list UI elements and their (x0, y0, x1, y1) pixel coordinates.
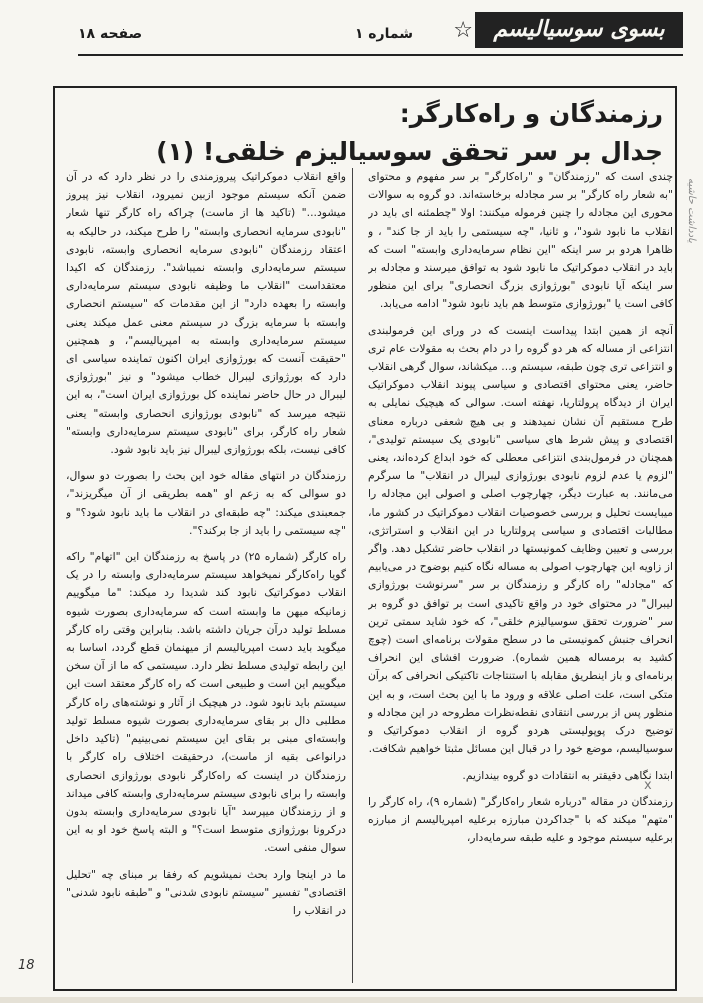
issue-number: شماره ۱ (354, 26, 413, 42)
paragraph: راه کارگر (شماره ۲۵) در پاسخ به رزمندگان این "اتهام" راکه گویا راه‌کارگر نمیخواهد سیستم سرمایه‌داری وابسته را در یک انقلاب دموکراتیک نابود کند شدیدا رد میکند: "ما میگوییم زمانیکه میهن ما وابسته است که سرمایه‌داری بصورت شیوه مسلط تولید درآن جریان داشته باشد. بنابراین وقتی راه کارگر میگوید باید دست امپریالیسم از میهنمان قطع گردد، اساسا به این رابطه تولیدی مسلط نظر دارد. سیستمی که ما از آن سخن میگوییم این است و طبیعی است که راه کارگر معتقد است این سیستم باید نابود شود. در هیچیک از آثار و نوشته‌های راه کارگر مطلبی دال بر بقای سرمایه‌داری بصورت شیوه مسلط تولید وابسته‌ای مبنی بر بقای این سیستم نمی‌بینیم" (تاکید داخل درانواعی بقیه از ماست)، درحقیقت اختلاف راه کارگر با رزمندگان در اینست که راه‌کارگر نابودی بورژوازی انحصاری وابسته را برای نابودی سیستم سرمایه‌داری وابسته کافی میداند و از رزمندگان میپرسد "آیا نابودی سرمایه‌داری وابسته بدون درکرونا بورژوازی متوسط است؟" و البته پاسخ خود او به این سوال منفی است. (66, 550, 346, 855)
paragraph: رزمندگان در انتهای مقاله خود این بحث را بصورت دو سوال، دو سوالی که به زعم او "همه بطریقی از آن میگریزند"، جمعبندی میکند: "چه طبقه‌ای در انقلاب ما باید نابود شود؟" و "چه سیستمی را باید از جا برکند؟". (66, 469, 346, 537)
paragraph: آنچه از همین ابتدا پیداست اینست که در ورای این فرمولبندی انتزاعی از مساله که هر دو گروه را در دام بحث به مقولات عام تری و انتزاعی تری چون طبقه، سیستم و... میکشاند، سوال گرهی انقلاب حاضر، یعنی محتوای اقتصادی و سیاسی پیوند انقلاب دموکراتیک ایران از دیدگاه پرولتاریا، نهفته است. سوالی که هیچیک نمایلی به طرح مستقیم آن نشان نمیدهند و بی هیچ شعفی درباره معنای اقتصادی و پیش شرط های سیاسی "نابودی یک سیستم تولیدی"، همچنان در فرمول‌بندی انتزاعی معطلی که خود ابداع کرده‌اند، یعنی "لزوم یا عدم لزوم نابودی بورژوازی لیبرال در انقلاب" ما سرگرم می‌مانند. به عبارت دیگر، چهارچوب اصلی و اصولی این مجادله را میبایست تحلیل و بررسی خصوصیات انقلاب دموکراتیک در کشور ما، مطالبات اقتصادی و سیاسی پرولتاریا در این انقلاب و استراتژی، بررسی و تعیین وظایف کمونیستها در انقلاب حاضر تشکیل دهد. واگر از زاویه این چهارچوب اصولی به مساله نگاه کنیم بوضوح در می‌یابیم که "مجادله" راه کارگر و رزمندگان بر سر "سرنوشت بورژوازی لیبرال" در محتوای خود در واقع تاکیدی است بر توافق دو گروه بر سر "ضرورت تحقق سوسیالیزم خلقی"، که خود شاید سمتی ترین انحراف جنبش کمونیستی ما در سطح مقولات برنامه‌ای است (چوچ کشید به برمساله همین شماره). ضرورت افشای این انحراف برنامه‌ای و باز اینطریق مقابله با استنتاجات تاکتیکی انحرافی که برآن متکی است، علت اصلی علاقه و ورود ما با این بحث است، و به این منظور پس از بررسی انتقادی نقطه‌نظرات مطروحه در این مجادله و توضیح درک پوپولیستی هردو گروه از انقلاب دموکراتیک و سوسیالیسم، موضع خود را در قبال این مسائل مثبتا خواهیم شکافت. (368, 323, 673, 756)
paragraph: واقع انقلاب دموکراتیک پیروزمندی را در نظر دارد که در آن ضمن آنکه سیستم موجود ازبین نمیرود، انقلاب نیز پیروز میشود..." (تاکید ها از ماست) چراکه راه کارگر تنها شعار "نابودی سرمایه انحصاری وابسته" را طرح میکند، در حالیکه به اعتقاد رزمندگان "نابودی سرمایه انحصاری وابسته، نابودی سیستم سرمایه‌داری وابسته نمیباشد". رزمندگان که اکیدا معتقداست "انقلاب ما وظیفه نابودی سیستم سرمایه‌داری وابسته را بعهده دارد" از این مقدمات که "سیستم انحصاری وابسته با سرمایه بزرگ در سیستم معنی عمل میکند یعنی سیستم سرمایه‌داری وابسته به امپریالیسم"، و همچنین "حقیقت آنست که بورژوازی ایران اکنون تماینده سیاسی ای دارد که بورژوازی لیبرال خطاب میشود" و نیز "بورژوازی لیبرال در حال حاضر نماینده کل بورژوازی ایران است"، به این نتیجه میرسد که "نابودی بورژوازی انحصاری وابسته" یعنی شعار راه کارگر، برای "نابودی سیستم سرمایه‌داری وابسته" کافی نیست، بلکه بورژوازی لیبرال نیز باید نابود شود. (66, 170, 346, 457)
paragraph: ما در اینجا وارد بحث نمیشویم که رفقا بر مبنای چه "تحلیل اقتصادی" تفسیر "سیستم نابودی شدنی" و "طبقه نابود شدنی" در انقلاب را (66, 867, 346, 917)
pencil-x-mark: x (644, 778, 652, 793)
handwritten-page-mark: 18 (18, 958, 35, 973)
column-left (66, 168, 346, 985)
page-number: صفحه ۱۸ (78, 26, 143, 42)
paragraph: چندی است که "رزمندگان" و "راه‌کارگر" بر سر مفهوم و محتوای "به شعار راه کارگر" بر سر مجادله برخاسته‌اند. دو گروه به سوالات محوری این مجادله را چنین فرموله میکنند: اولا "چطمئنه ای باید در انقلاب ما نابود شود"، و ثانیا، "چه سیستمی را باید از جا کند" ، و ظاهرا هردو بر سر اینکه "این نظام سرمایه‌داری وابسته" است که باید در انقلاب دموکراتیک ما نابود شود به توافق میرسند و مجادله بر سر اینکه آیا نابودی "بورژوازی بزرگ انحصاری" برای این منظور کافی است یا "بورژوازی متوسط هم باید نابود شود" ادامه می‌یابد. (368, 170, 673, 311)
publication-title: بسوی سوسیالیسم (475, 12, 683, 48)
paragraph: ابتدا نگاهی دقیقتر به انتقادات دو گروه بیندازیم. (462, 768, 673, 782)
scan-edge (0, 997, 703, 1003)
handwritten-margin-note: یادداشت حاشیه (686, 178, 697, 243)
column-divider (352, 168, 353, 983)
masthead (78, 12, 683, 56)
article-headline (103, 96, 663, 172)
star-icon: ☆ (453, 18, 473, 43)
headline-line-1: رزمندگان و راه‌کارگر: (399, 99, 663, 128)
paragraph: رزمندگان در مقاله "درباره شعار راه‌کارگر" (شماره ۹)، راه کارگر را "متهم" میکند که با "جداکردن مبارزه برعلیه امپریالیسم از مبارزه برعلیه سیستم موجود و علیه طبقه سرمایه‌دار، (368, 794, 673, 845)
headline-line-2: جدال بر سر تحقق سوسیالیزم خلقی! (۱) (156, 137, 663, 166)
column-right (368, 168, 673, 985)
